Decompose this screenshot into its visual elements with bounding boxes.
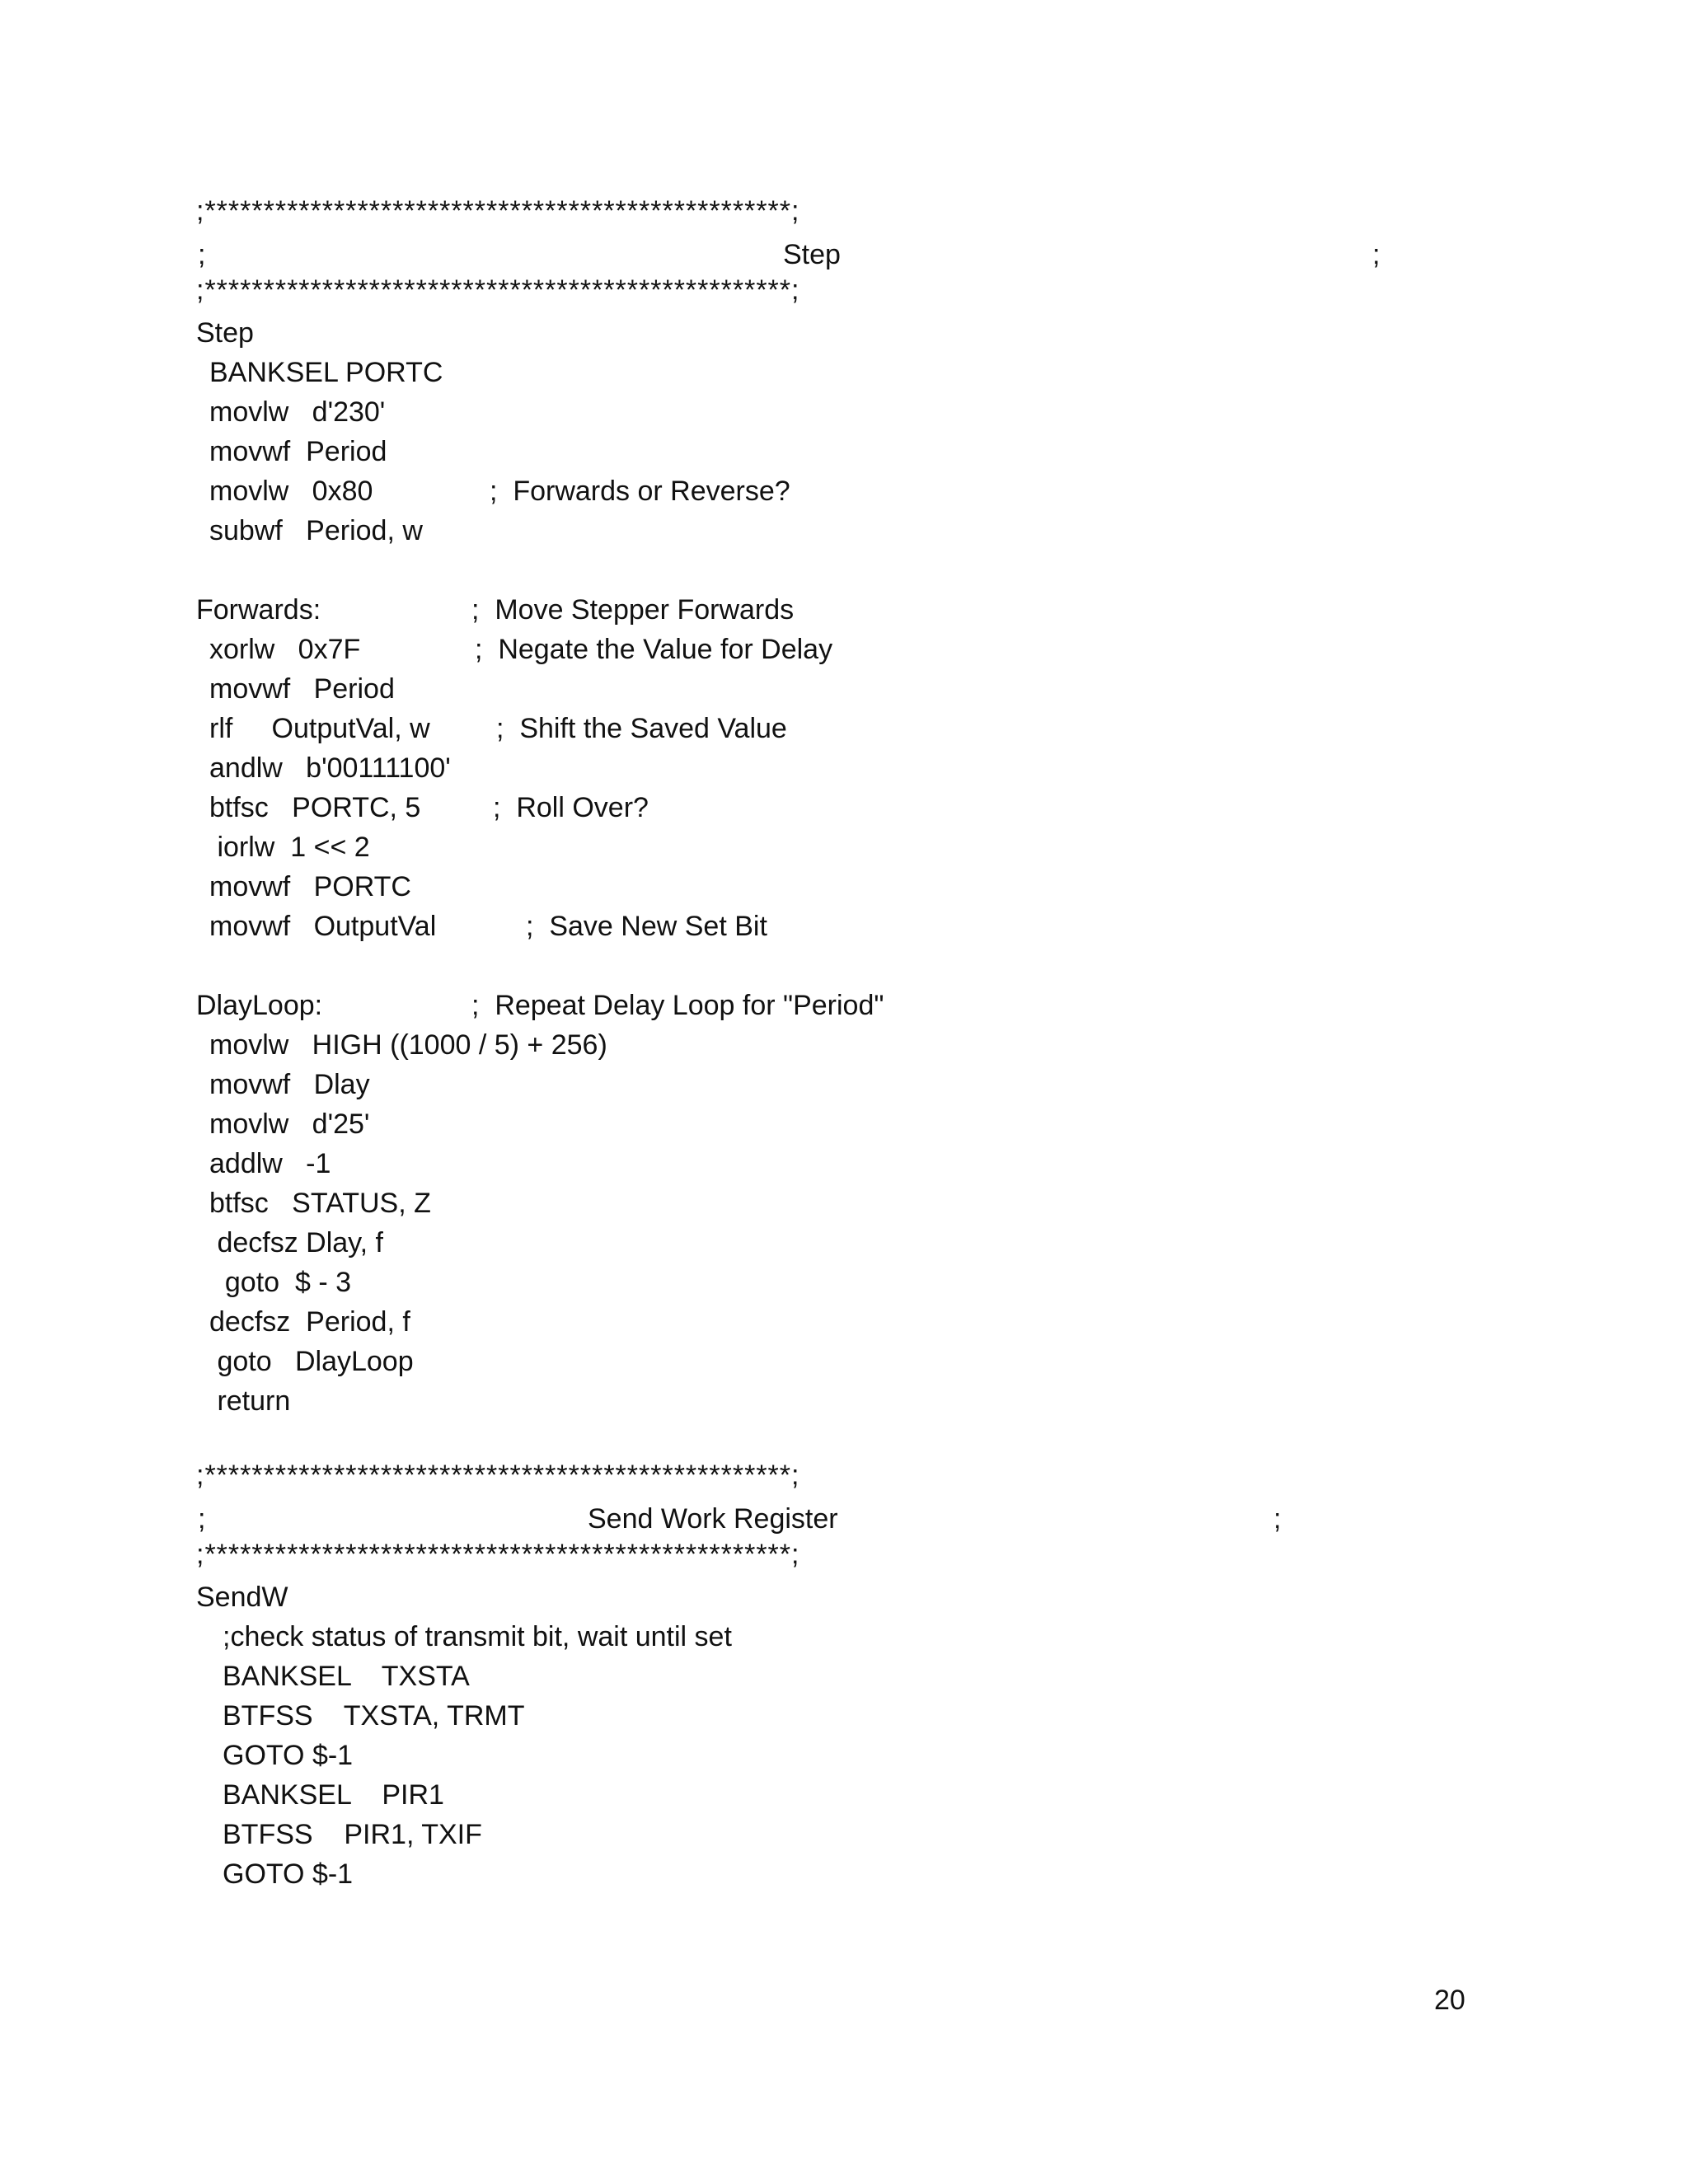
- code-line: movlw 0x80: [209, 476, 373, 507]
- banner-top-sendw: ;**************************************************;: [196, 1460, 800, 1491]
- section-title-sendw: Send Work Register: [588, 1503, 838, 1535]
- code-line: BTFSS PIR1, TXIF: [223, 1819, 482, 1850]
- code-line: decfsz Period, f: [209, 1306, 410, 1338]
- code-line: andlw b'00111100': [209, 752, 451, 784]
- code-line: movlw d'230': [209, 396, 386, 428]
- banner-right-semicolon: ;: [1372, 239, 1381, 270]
- code-comment: ; Roll Over?: [493, 792, 649, 823]
- code-line: xorlw 0x7F: [209, 634, 361, 665]
- code-line: movwf Dlay: [209, 1069, 370, 1100]
- code-comment: ; Move Stepper Forwards: [471, 594, 795, 626]
- banner-top-step: ;**************************************************;: [196, 195, 800, 227]
- code-line: iorlw 1 << 2: [209, 832, 370, 863]
- code-line: return: [209, 1385, 291, 1417]
- code-line: btfsc STATUS, Z: [209, 1188, 431, 1219]
- section-title-step: Step: [783, 239, 841, 270]
- code-comment: ;check status of transmit bit, wait until set: [223, 1621, 732, 1652]
- code-line: decfsz Dlay, f: [209, 1227, 383, 1258]
- banner-left-semicolon: ;: [198, 1503, 206, 1535]
- code-comment: ; Shift the Saved Value: [496, 713, 787, 744]
- code-label-forwards: Forwards:: [196, 594, 321, 626]
- banner-left-semicolon: ;: [198, 239, 206, 270]
- code-comment: ; Repeat Delay Loop for "Period": [471, 990, 884, 1021]
- banner-bottom-sendw: ;**************************************************;: [196, 1539, 800, 1570]
- code-line: movwf Period: [209, 436, 387, 467]
- code-comment: ; Save New Set Bit: [526, 911, 767, 942]
- code-line: rlf OutputVal, w: [209, 713, 430, 744]
- code-comment: ; Negate the Value for Delay: [475, 634, 833, 665]
- code-comment: ; Forwards or Reverse?: [490, 476, 790, 507]
- code-line: BTFSS TXSTA, TRMT: [223, 1700, 525, 1732]
- code-line: BANKSEL PIR1: [223, 1779, 444, 1811]
- code-line: movlw HIGH ((1000 / 5) + 256): [209, 1029, 607, 1061]
- banner-right-semicolon: ;: [1273, 1503, 1282, 1535]
- code-line: movlw d'25': [209, 1108, 370, 1140]
- code-line: GOTO $-1: [223, 1858, 354, 1890]
- code-line: btfsc PORTC, 5: [209, 792, 421, 823]
- code-line: goto $ - 3: [209, 1267, 351, 1298]
- code-line: addlw -1: [209, 1148, 331, 1179]
- code-label-dlayloop: DlayLoop:: [196, 990, 323, 1021]
- page-number: 20: [1434, 1985, 1465, 2016]
- code-label-sendw: SendW: [196, 1582, 288, 1613]
- banner-bottom-step: ;**************************************************;: [196, 274, 800, 306]
- code-line: subwf Period, w: [209, 515, 423, 546]
- code-line: movwf Period: [209, 673, 395, 705]
- code-line: movwf OutputVal: [209, 911, 437, 942]
- code-line: BANKSEL TXSTA: [223, 1661, 470, 1692]
- code-line: movwf PORTC: [209, 871, 411, 902]
- code-line: BANKSEL PORTC: [209, 357, 443, 388]
- code-line: GOTO $-1: [223, 1740, 354, 1771]
- code-line: goto DlayLoop: [209, 1346, 414, 1377]
- code-label-step: Step: [196, 317, 254, 349]
